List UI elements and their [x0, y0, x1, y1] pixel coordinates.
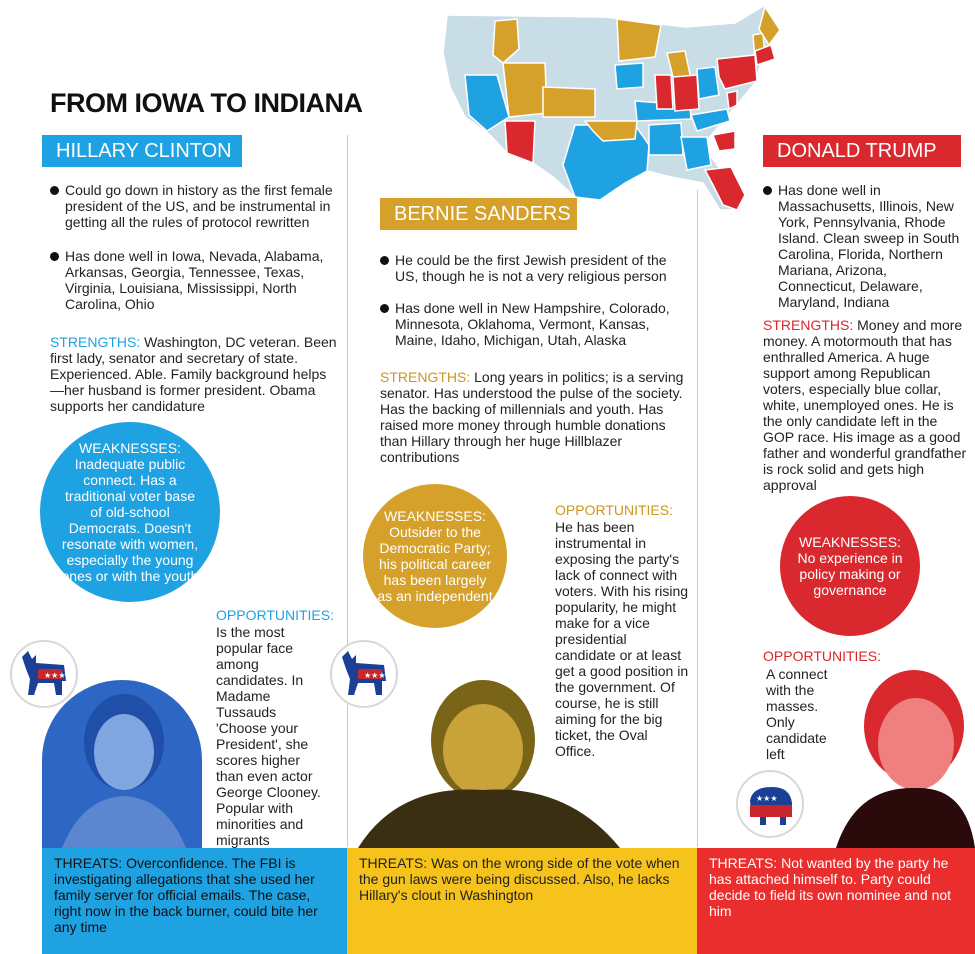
us-primary-results-map — [435, 5, 790, 210]
weaknesses-label: WEAKNESSES: — [79, 440, 181, 456]
republican-elephant-icon — [736, 770, 804, 838]
trump-strengths — [763, 317, 968, 493]
sanders-strengths — [380, 369, 692, 465]
trump-weaknesses-circle — [780, 496, 920, 636]
trump-opportunities-label: OPPORTUNITIES: — [763, 648, 881, 664]
trump-threats: THREATS: Not wanted by the party he has attached himself to. Party could decide to field its own nominee and not him — [697, 848, 975, 954]
weaknesses-label: WEAKNESSES: — [384, 508, 486, 524]
column-divider — [697, 190, 698, 847]
sanders-portrait — [358, 672, 620, 848]
trump-opportunities-text: A connect with the masses. Only candidate left — [766, 666, 828, 762]
sanders-opportunities-text: He has been instrumental in exposing the party's lack of connect with voters. With his rising popularity, he might make for a vice presidential candidate or at least get a good position in the government. Of course, he is still aiming for the big ticket, the Oval Office. — [555, 519, 689, 759]
trump-bullet-states: Has done well in Massachusetts, Illinois, New York, Pennsylvania, Rhode Island. Clean sweep in South Carolina, Florida, Northern Mariana, Arizona, Connecticut, Delaware, Maryland, Indiana — [763, 182, 968, 310]
clinton-bullet-history: Could go down in history as the first female president of the US, and be instrumental in getting all the rules of protocol rewritten — [50, 182, 340, 230]
sanders-threats: THREATS: Was on the wrong side of the vote when the gun laws were being discussed. Also, he lacks Hillary's clout in Washington — [347, 848, 697, 954]
column-divider — [347, 135, 348, 847]
trump-portrait — [836, 660, 975, 848]
clinton-strengths — [50, 334, 340, 414]
sanders-opportunities-label: OPPORTUNITIES: — [555, 502, 673, 518]
clinton-opportunities-text: Is the most popular face among candidates. In Madame Tussauds 'Choose your President', she scores higher than even actor George Clooney. Popular with minorities and migrants — [216, 624, 321, 848]
clinton-portrait — [42, 680, 202, 848]
weaknesses-text: Inadequate public connect. Has a traditional voter base of old-school Democrats. Doesn't resonate with women, especially the young ones or with the youth — [61, 456, 199, 584]
weaknesses-label: WEAKNESSES: — [799, 534, 901, 550]
candidate-tag-trump: DONALD TRUMP — [763, 135, 961, 167]
svg-text:★★★: ★★★ — [364, 671, 386, 680]
clinton-weaknesses-circle — [40, 422, 220, 602]
weaknesses-text: No experience in policy making or governance — [797, 550, 903, 598]
strengths-label: STRENGTHS: — [50, 334, 141, 350]
strengths-text: Money and more money. A motormouth that has enthralled America. A huge support among Republican voters, especially blue collar, white, unemployed ones. He is the only candidate left in the GOP race. His image as a good father and wonderful grandfather is rock solid and gets high approval — [763, 317, 967, 493]
strengths-text: Washington, DC veteran. Been first lady, senator and secretary of state. Experienced. Able. Family background helps—her husband is former president. Obama supports her candidature — [50, 334, 337, 414]
svg-text:★★★: ★★★ — [44, 671, 66, 680]
weaknesses-text: Outsider to the Democratic Party; his political career has been largely as an independent — [377, 524, 493, 604]
sanders-weaknesses-circle — [363, 484, 507, 628]
clinton-threats: THREATS: Overconfidence. The FBI is investigating allegations that she used her family server for official emails. The case, right now in the back burner, could bite her any time — [42, 848, 347, 954]
sanders-bullet-states: Has done well in New Hampshire, Colorado, Minnesota, Oklahoma, Vermont, Kansas, Maine, Idaho, Michigan, Utah, Alaska — [380, 300, 680, 348]
page-title: FROM IOWA TO INDIANA — [50, 88, 363, 118]
candidate-tag-sanders: BERNIE SANDERS — [380, 198, 577, 230]
candidate-tag-clinton: HILLARY CLINTON — [42, 135, 242, 167]
clinton-bullet-states: Has done well in Iowa, Nevada, Alabama, Arkansas, Georgia, Tennessee, Texas, Virginia, Louisiana, Mississippi, North Carolina, Ohio — [50, 248, 340, 312]
strengths-label: STRENGTHS: — [763, 317, 854, 333]
clinton-opportunities-label: OPPORTUNITIES: — [216, 607, 334, 623]
strengths-label: STRENGTHS: — [380, 369, 471, 385]
strengths-text: Long years in politics; is a serving senator. Has understood the pulse of the society. Has the backing of millennials and youth. Has raised more money through humble donations than Hillary through her huge Hillblazer contributions — [380, 369, 684, 465]
svg-text:★★★: ★★★ — [756, 794, 778, 803]
sanders-bullet-first: He could be the first Jewish president of the US, though he is not a very religious person — [380, 252, 690, 284]
